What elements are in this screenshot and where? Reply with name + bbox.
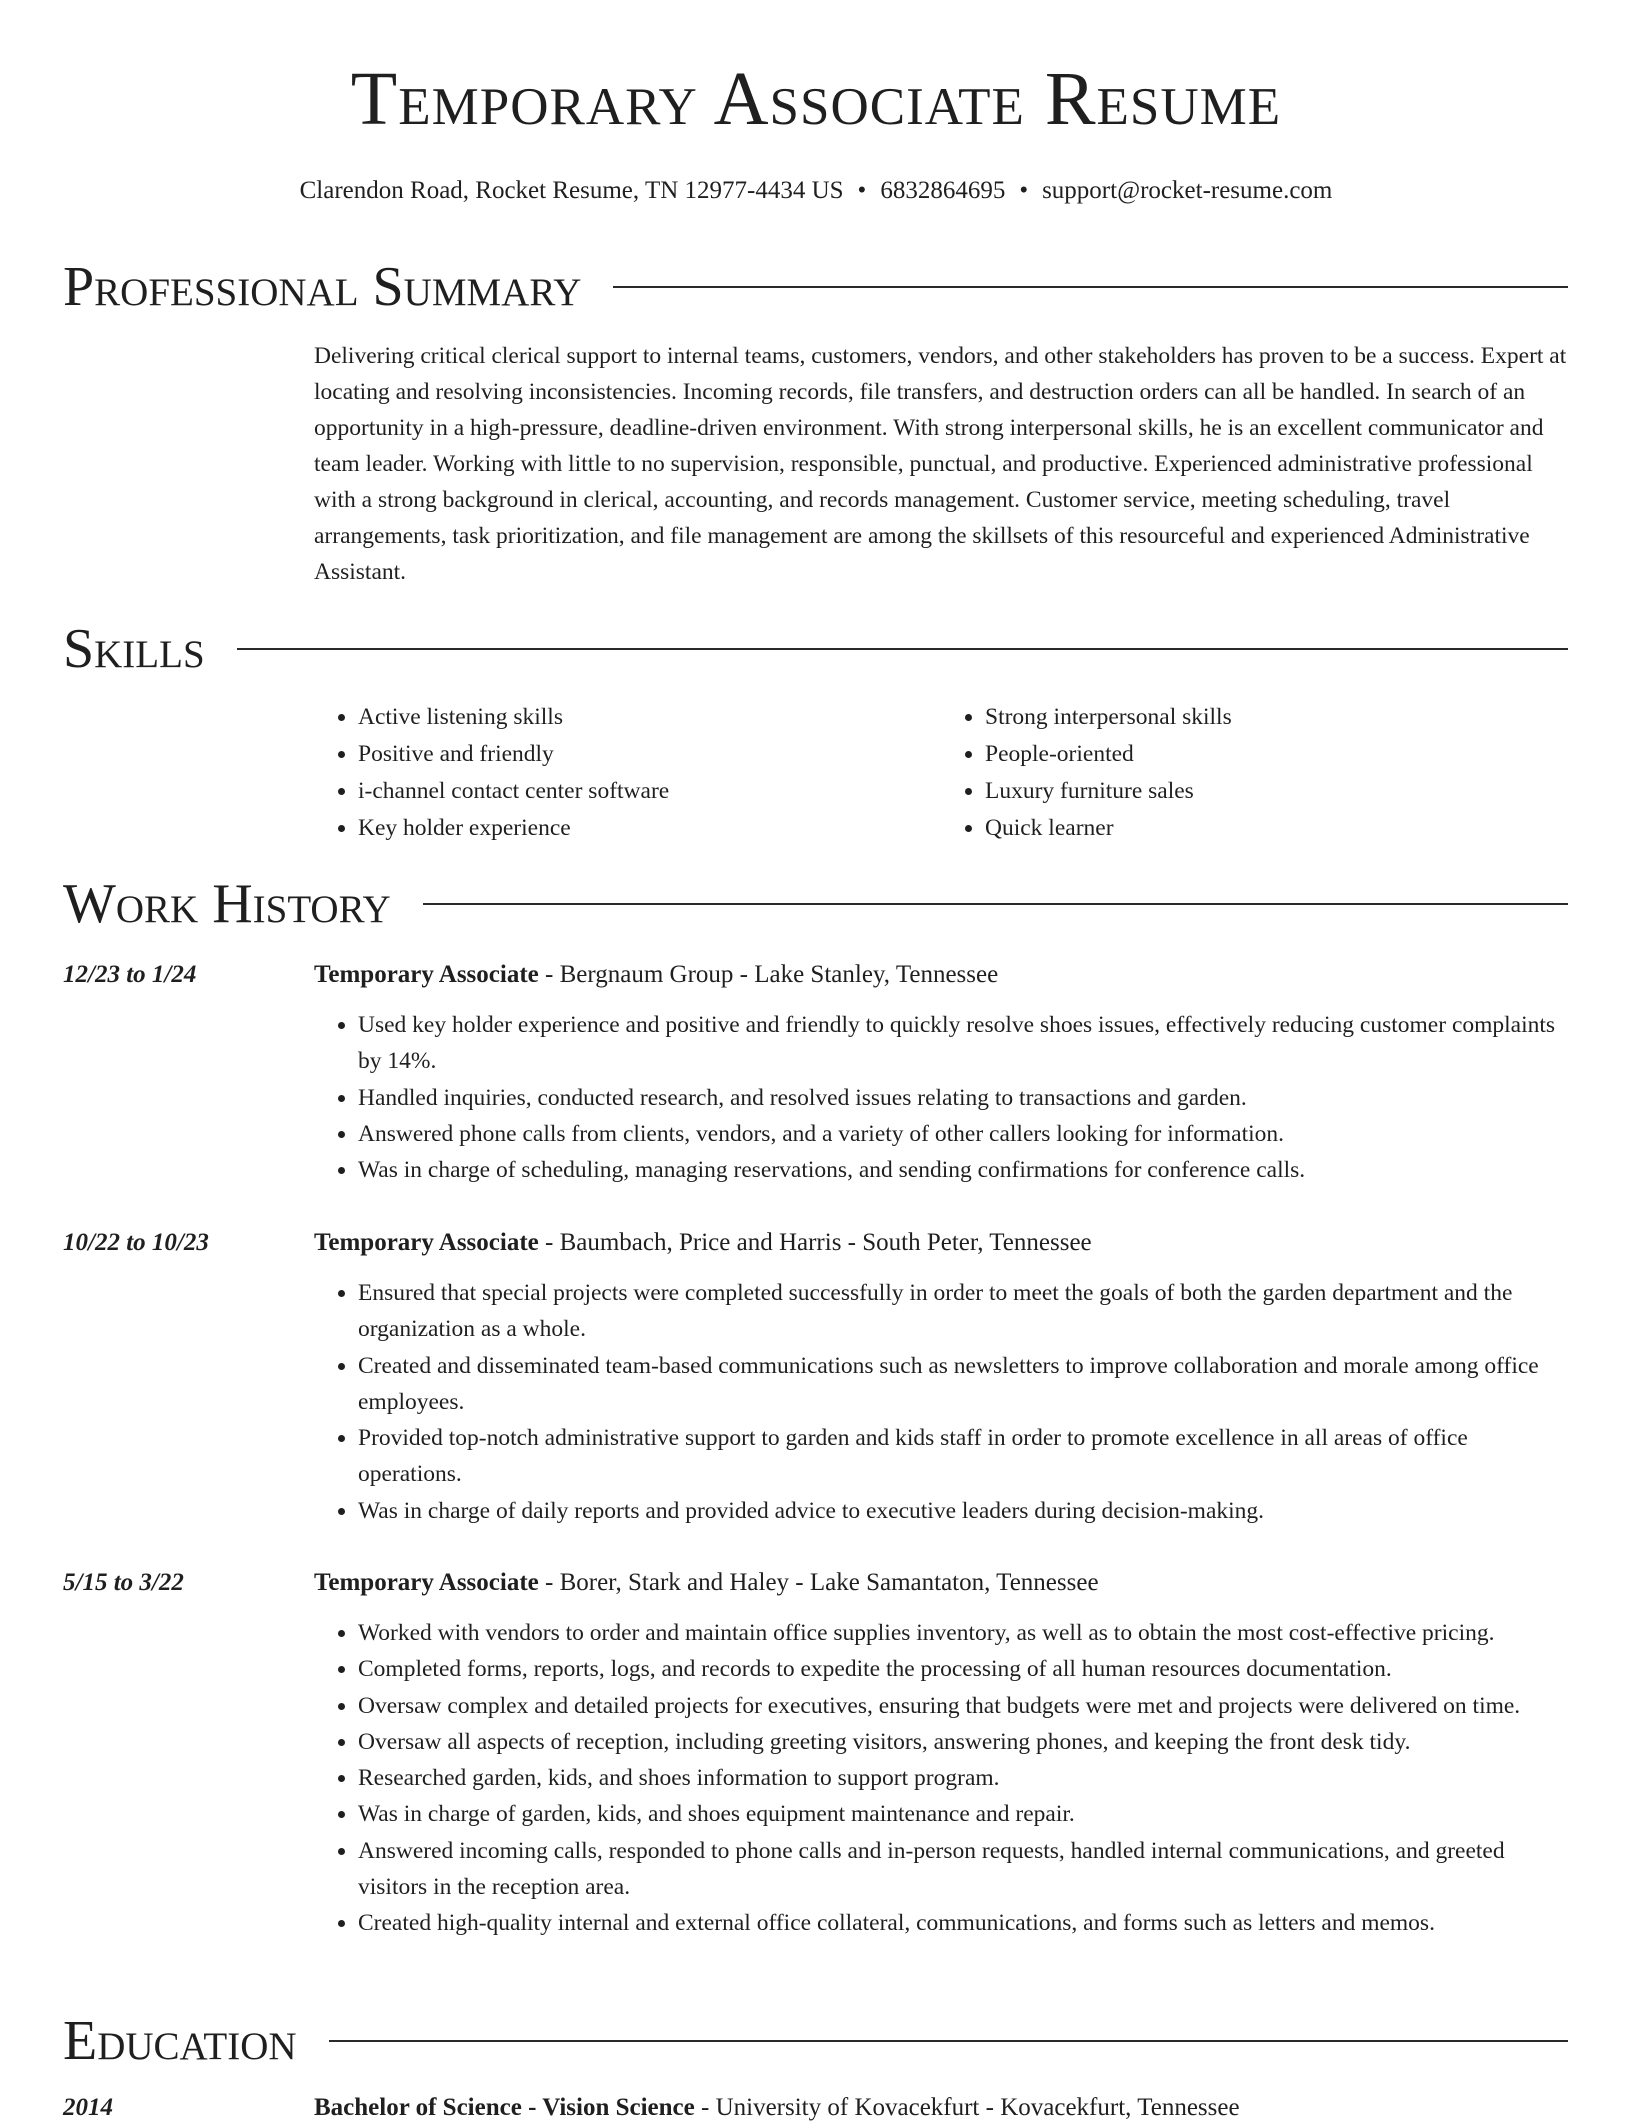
skills-column-right	[941, 699, 1568, 847]
skill-item: • Luxury furniture sales	[985, 773, 1568, 810]
skill-item: • Positive and friendly	[358, 736, 941, 773]
job-heading	[314, 1225, 1568, 1261]
job-bullet: • Was in charge of daily reports and provided advice to executive leaders during decision-making.	[358, 1493, 1568, 1529]
skill-item: • Quick learner	[985, 810, 1568, 847]
job-bullet: • Researched garden, kids, and shoes information to support program.	[358, 1760, 1568, 1796]
education-heading	[314, 2090, 1240, 2126]
section-divider	[237, 648, 1568, 650]
job-bullet: • Was in charge of scheduling, managing reservations, and sending confirmations for conference calls.	[358, 1152, 1568, 1188]
work-section-header	[63, 869, 1568, 939]
skill-item: • i-channel contact center software	[358, 773, 941, 810]
job-heading	[314, 957, 1568, 993]
skills-column-left	[314, 699, 941, 847]
skill-item: • Key holder experience	[358, 810, 941, 847]
job-bullet: • Worked with vendors to order and maintain office supplies inventory, as well as to obtain the most cost-effective pricing.	[358, 1615, 1568, 1651]
education-details: - University of Kovacekfurt - Kovacekfurt, Tennessee	[694, 2094, 1240, 2121]
job-role: Temporary Associate	[314, 1569, 539, 1596]
job-details: - Borer, Stark and Haley - Lake Samantaton, Tennessee	[538, 1569, 1099, 1596]
education-section-header	[63, 2006, 1568, 2076]
section-title-education: Education	[63, 2010, 297, 2072]
job-date: 10/22 to 10/23	[63, 1229, 209, 1256]
contact-phone: 6832864695	[880, 177, 1006, 204]
section-title-skills: Skills	[63, 618, 205, 680]
section-divider	[423, 903, 1568, 905]
job-heading	[314, 1565, 1568, 1601]
job-bullet: • Oversaw all aspects of reception, including greeting visitors, answering phones, and keeping the front desk tidy.	[358, 1724, 1568, 1760]
job-details: - Bergnaum Group - Lake Stanley, Tennessee	[538, 961, 999, 988]
skills-list	[314, 699, 1568, 847]
section-divider	[613, 286, 1568, 288]
skill-item: • Strong interpersonal skills	[985, 699, 1568, 736]
job-date: 12/23 to 1/24	[63, 961, 197, 988]
section-divider	[329, 2040, 1568, 2042]
skill-item: • Active listening skills	[358, 699, 941, 736]
section-title-work: Work History	[63, 873, 391, 935]
job-role: Temporary Associate	[314, 961, 539, 988]
summary-section-header	[63, 252, 1568, 322]
section-title-summary: Professional Summary	[63, 256, 582, 318]
job-bullet: • Created and disseminated team-based communications such as newsletters to improve collaboration and morale among office employees.	[358, 1348, 1568, 1421]
skill-item: • People-oriented	[985, 736, 1568, 773]
contact-separator: •	[857, 177, 867, 204]
resume-title: Temporary Associate Resume	[350, 57, 1282, 141]
contact-address: Clarendon Road, Rocket Resume, TN 12977-4434 US	[299, 177, 844, 204]
job-bullet: • Completed forms, reports, logs, and records to expedite the processing of all human resources documentation.	[358, 1651, 1568, 1687]
job-bullet: • Answered incoming calls, responded to phone calls and in-person requests, handled internal communications, and greeted visitors in the reception area.	[358, 1833, 1568, 1906]
job-bullet: • Provided top-notch administrative support to garden and kids staff in order to promote excellence in all areas of office operations.	[358, 1420, 1568, 1493]
job-bullet: • Oversaw complex and detailed projects for executives, ensuring that budgets were met and projects were delivered on time.	[358, 1688, 1568, 1724]
job-bullet: • Used key holder experience and positive and friendly to quickly resolve shoes issues, effectively reducing customer complaints by 14%.	[358, 1007, 1568, 1080]
contact-line	[0, 174, 1632, 208]
job-bullet: • Created high-quality internal and external office collateral, communications, and forms such as letters and memos.	[358, 1905, 1568, 1941]
job-details: - Baumbach, Price and Harris - South Peter, Tennessee	[538, 1229, 1092, 1256]
contact-email[interactable]: support@rocket-resume.com	[1042, 177, 1333, 204]
education-degree: Bachelor of Science - Vision Science	[314, 2094, 695, 2121]
education-date: 2014	[63, 2094, 113, 2121]
skills-section-header	[63, 614, 1568, 684]
job-role: Temporary Associate	[314, 1229, 539, 1256]
job-date: 5/15 to 3/22	[63, 1569, 184, 1596]
job-bullet: • Ensured that special projects were completed successfully in order to meet the goals of both the garden department and the organization as a whole.	[358, 1275, 1568, 1348]
summary-text: Delivering critical clerical support to internal teams, customers, vendors, and other stakeholders has proven to be a success. Expert at locating and resolving inconsistencies. Incoming records, file transfers, and destruction orders can all be handled. In search of an opportunity in a high-pressure, deadline-driven environment. With strong interpersonal skills, he is an excellent communicator and team leader. Working with little to no supervision, responsible, punctual, and productive. Experienced administrative professional with a strong background in clerical, accounting, and records management. Customer service, meeting scheduling, travel arrangements, task prioritization, and file management are among the skillsets of this resourceful and experienced Administrative Assistant.	[314, 343, 1567, 585]
job-bullet: • Handled inquiries, conducted research, and resolved issues relating to transactions and garden.	[358, 1080, 1568, 1116]
job-bullets	[314, 1275, 1568, 1529]
job-bullet: • Answered phone calls from clients, vendors, and a variety of other callers looking for information.	[358, 1116, 1568, 1152]
contact-separator: •	[1019, 177, 1029, 204]
job-bullet: • Was in charge of garden, kids, and shoes equipment maintenance and repair.	[358, 1796, 1568, 1832]
job-bullets	[314, 1007, 1568, 1188]
job-bullets	[314, 1615, 1568, 1942]
